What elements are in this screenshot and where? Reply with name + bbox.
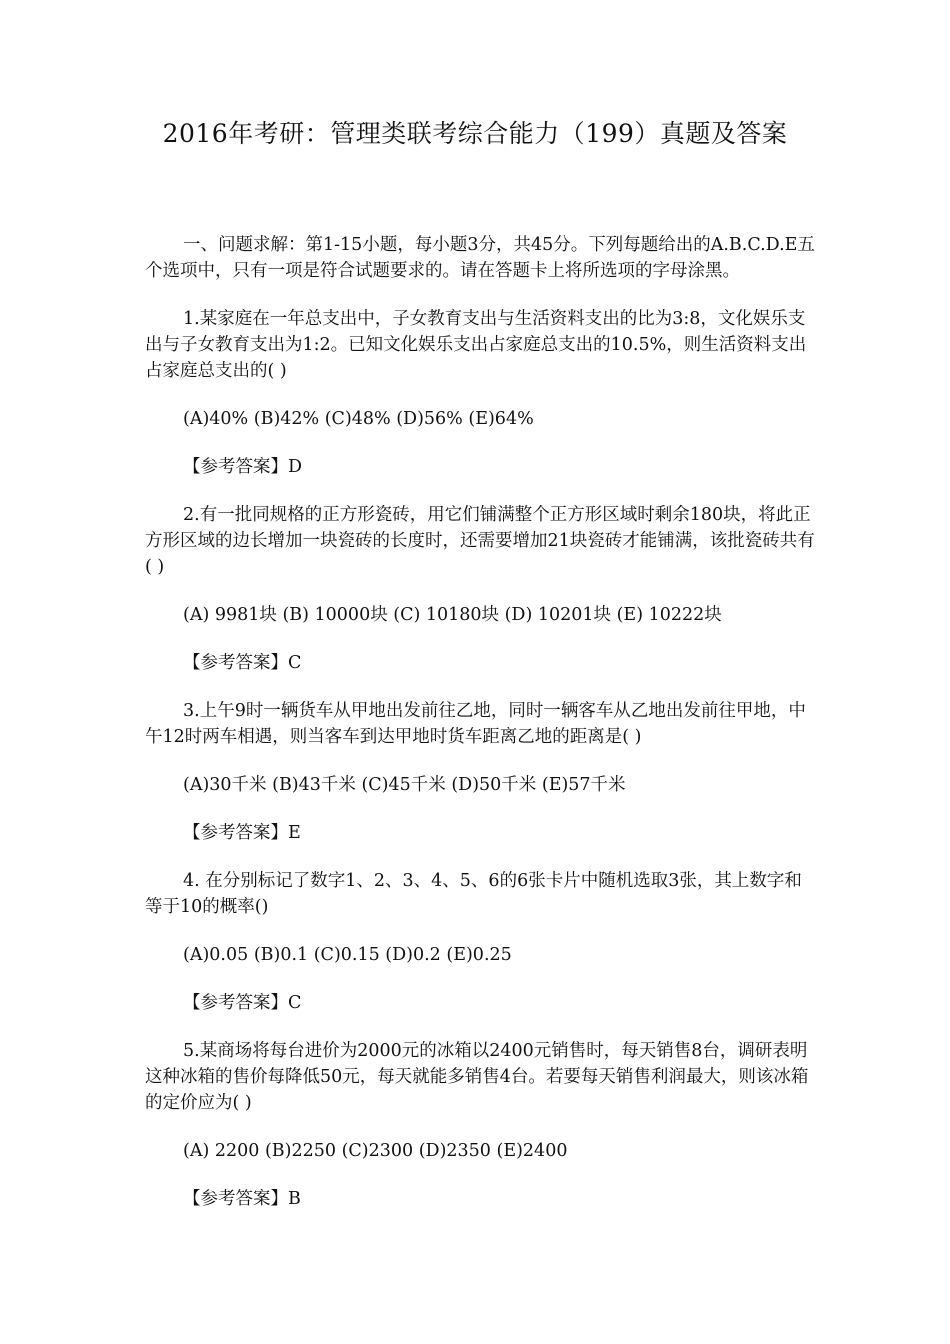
reference-answer: 【参考答案】B xyxy=(183,1189,301,1209)
reference-answer: 【参考答案】D xyxy=(183,457,303,477)
question-2 xyxy=(145,502,815,676)
question-options: (A)30千米 (B)43千米 (C)45千米 (D)50千米 (E)57千米 xyxy=(183,775,626,795)
question-3 xyxy=(145,698,815,846)
question-4 xyxy=(145,868,815,1016)
question-text: 2.有一批同规格的正方形瓷砖，用它们铺满整个正方形区域时剩余180块，将此正方形区域的边长增加一块瓷砖的长度时，还需要增加21块瓷砖才能铺满，该批瓷砖共有( ) xyxy=(145,505,815,577)
question-options: (A)40% (B)42% (C)48% (D)56% (E)64% xyxy=(183,409,534,429)
document-body xyxy=(145,232,815,1234)
question-options: (A) 9981块 (B) 10000块 (C) 10180块 (D) 10201块 (E) 10222块 xyxy=(183,605,722,625)
question-5 xyxy=(145,1038,815,1212)
section-intro: 一、问题求解：第1-15小题，每小题3分，共45分。下列每题给出的A.B.C.D.E五个选项中，只有一项是符合试题要求的。请在答题卡上将所选项的字母涂黑。 xyxy=(145,235,815,281)
document-title: 2016年考研：管理类联考综合能力（199）真题及答案 xyxy=(162,119,788,148)
question-text: 5.某商场将每台进价为2000元的冰箱以2400元销售时，每天销售8台，调研表明这种冰箱的售价每降低50元，每天就能多销售4台。若要每天销售利润最大，则该冰箱的定价应为( ) xyxy=(145,1041,809,1113)
question-text: 1.某家庭在一年总支出中，子女教育支出与生活资料支出的比为3:8，文化娱乐支出与子女教育支出为1:2。已知文化娱乐支出占家庭总支出的10.5%，则生活资料支出占家庭总支出的( ) xyxy=(145,309,807,381)
reference-answer: 【参考答案】C xyxy=(183,653,302,673)
reference-answer: 【参考答案】E xyxy=(183,823,301,843)
question-options: (A)0.05 (B)0.1 (C)0.15 (D)0.2 (E)0.25 xyxy=(183,945,512,965)
question-text: 3.上午9时一辆货车从甲地出发前往乙地，同时一辆客车从乙地出发前往甲地，中午12时两车相遇，则当客车到达甲地时货车距离乙地的距离是( ) xyxy=(145,701,806,747)
question-1 xyxy=(145,306,815,480)
reference-answer: 【参考答案】C xyxy=(183,993,302,1013)
question-text: 4. 在分别标记了数字1、2、3、4、5、6的6张卡片中随机选取3张，其上数字和等于10的概率() xyxy=(145,871,802,917)
question-options: (A) 2200 (B)2250 (C)2300 (D)2350 (E)2400 xyxy=(183,1141,568,1161)
